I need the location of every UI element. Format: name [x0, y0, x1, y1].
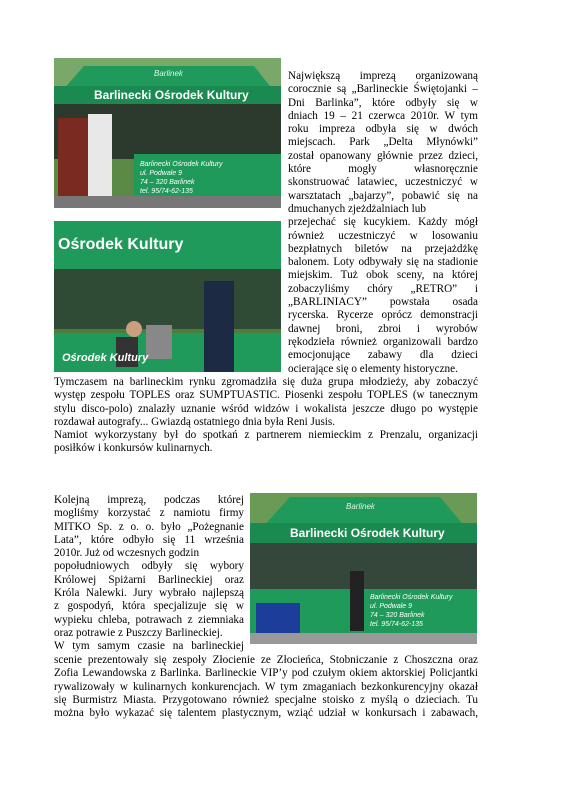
- text-line: Zofia Lewandowska z Barlinka. Barlineckie VIP’y pod czułym okiem aktorskiej Policjantki: [54, 667, 478, 680]
- festival-tent-photo-2: [54, 221, 281, 372]
- text-line: mogliśmy korzystać z namiotu firmy: [54, 507, 244, 520]
- paragraph-3-full-width: [54, 654, 478, 720]
- text-line: 2010r. Już od wczesnych godzin: [54, 547, 200, 560]
- text-line: wypieku chleba, potrawach z ziemniaka: [54, 613, 244, 626]
- text-line: miejskim. Tuż obok sceny, na której: [288, 269, 478, 282]
- paragraph-1-full-width: [54, 376, 478, 456]
- text-line: stylu disco-polo) znalazły uznanie wśród widzów i wokalista jeszcze długo po występie: [54, 402, 478, 415]
- text-line: scenie prezentowały się zespoły Złocienie ze Złocieńca, Stobniczanie z Choszczna oraz: [54, 654, 478, 666]
- text-line: można było wykazać się talentem plastycznym, wziąć udział w konkursach i zabawach,: [54, 707, 478, 720]
- text-line: Namiot wykorzystany był do spotkań z partnerem niemieckim z Prenzalu, organizacji: [54, 429, 478, 442]
- tent-table-line: 74 – 320 Barlinek: [370, 612, 425, 619]
- text-line: warsztatach „bajarzy”, pobawić się na: [288, 189, 478, 202]
- text-line: Króla Nalewki. Jury wybrało najlepszą: [54, 587, 244, 600]
- tent-table-line: 74 – 320 Barlinek: [140, 179, 195, 186]
- text-line: się Burmistrz Miasta. Przygotowano również specjalne stoisko z myślą o dzieciach. Tu: [54, 693, 478, 706]
- tent-table-line: ul. Podwale 9: [370, 603, 413, 610]
- tent-table-line: Barlinecki Ośrodek Kultury: [370, 594, 453, 601]
- tent-canopy-text: Ośrodek Kultury: [58, 236, 184, 253]
- text-line: Kolejną imprezą, podczas której: [54, 494, 244, 506]
- text-line: bezpłatnych biletów na przejażdżkę: [288, 242, 478, 255]
- text-line: „BARLINIACY” powstała osada: [288, 296, 478, 309]
- text-line: Największą imprezą organizowaną: [288, 70, 478, 82]
- text-line: zobaczyliśmy chóry „RETRO” i: [288, 282, 478, 295]
- paragraph-3-side-column: [54, 494, 244, 654]
- text-line: popołudniowych odbyły się wybory: [54, 560, 244, 573]
- text-line: balonem. Loty odbywały się na stadionie: [288, 256, 478, 269]
- text-line: dawnej broni, zbroi i wyrobów: [288, 322, 478, 335]
- text-line: ocierające się o elementy historyczne.: [288, 362, 458, 375]
- text-line: dmuchanych zjeżdżalniach lub: [288, 202, 426, 215]
- text-line: również uczestniczyć w losowaniu: [288, 229, 478, 242]
- tent-small-label: Barlinek: [154, 69, 183, 78]
- festival-tent-photo-1: [54, 58, 281, 208]
- festival-tent-photo-3: [250, 493, 477, 644]
- text-line: W tym samym czasie na barlineckiej: [54, 640, 244, 653]
- text-line: Lata”, które odbyło się 11 września: [54, 533, 244, 546]
- text-line: został opanowany głównie przez dzieci,: [288, 149, 478, 162]
- text-line: występ zespołu TOPLES oraz SUMPTUASTIC. Piosenki zespołu TOPLES (w tanecznym: [54, 389, 478, 402]
- tent-small-label: Barlinek: [346, 502, 375, 511]
- text-line: Dni Barlinka”, które odbyły się w: [288, 96, 478, 109]
- text-line: rękodzieła również organizowali bardzo: [288, 335, 478, 348]
- text-line: MITKO Sp. z o. o. było „Pożegnanie: [54, 520, 244, 533]
- text-line: przejechać się kucykiem. Każdy mógł: [288, 216, 478, 229]
- tent-table-line: tel. 95/74-62-135: [370, 621, 423, 628]
- text-line: rozdawał autografy... Gwiazdą ostatniego dnia była Reni Jusis.: [54, 415, 336, 428]
- text-line: które mogły własnoręcznie: [288, 163, 478, 176]
- text-line: roku impreza odbyła się w dwóch: [288, 123, 478, 136]
- text-line: skonstruować latawiec, uczestniczyć w: [288, 176, 478, 189]
- tent-table-line: ul. Podwale 9: [140, 170, 183, 177]
- text-line: rycerska. Rycerze oprócz demonstracji: [288, 309, 478, 322]
- tent-table-line: Ośrodek Kultury: [62, 352, 149, 364]
- text-line: miejscach. Park „Delta Młynówki”: [288, 136, 478, 149]
- text-line: Królowej Spiżarni Barlineckiej oraz: [54, 573, 244, 586]
- tent-canopy-text: Barlinecki Ośrodek Kultury: [290, 526, 445, 540]
- text-line: posiłków i konkursów kulinarnych.: [54, 442, 213, 455]
- paragraph-1-side-column: [288, 70, 478, 376]
- tent-table-line: tel. 95/74-62-135: [140, 188, 193, 195]
- tent-table-line: Barlinecki Ośrodek Kultury: [140, 161, 223, 168]
- text-line: emocjonujące zabawy dla dzieci: [288, 349, 478, 362]
- tent-canopy-text: Barlinecki Ośrodek Kultury: [94, 88, 249, 102]
- text-line: dniach 19 – 21 czerwca 2010r. W tym: [288, 109, 478, 122]
- text-line: rywalizowały w kulinarnych konkurencjach. W tym zmaganiach bezkonkurencyjny okazał: [54, 680, 478, 693]
- text-line: Tymczasem na barlineckim rynku zgromadziła się duża grupa młodzieży, aby zobaczyć: [54, 376, 478, 388]
- text-line: oraz potrawie z Puszczy Barlineckiej.: [54, 626, 223, 639]
- text-line: corocznie są „Barlineckie Świętojanki –: [288, 83, 478, 96]
- text-line: z gospodyń, która specjalizuje się w: [54, 600, 244, 613]
